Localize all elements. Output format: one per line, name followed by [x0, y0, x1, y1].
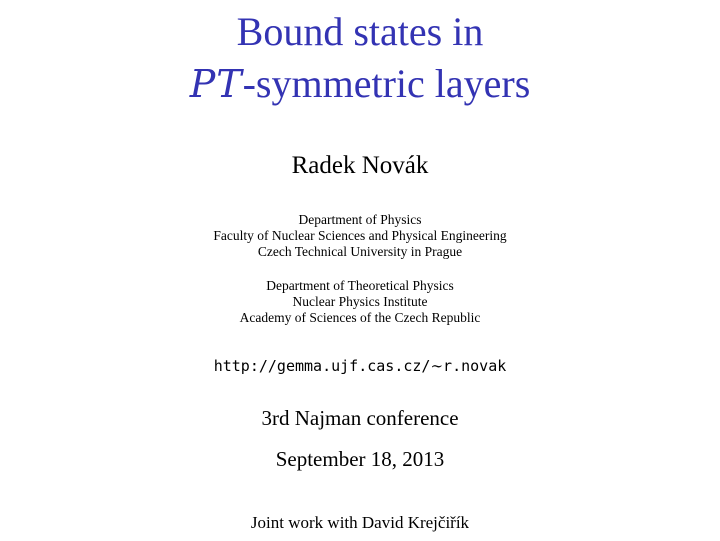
url-suffix: r.novak — [443, 357, 507, 375]
affiliation-1-line-3: Czech Technical University in Prague — [257, 244, 463, 259]
url-prefix: http://gemma.ujf.cas.cz/ — [213, 357, 431, 375]
slide-title-line-1 — [0, 8, 720, 56]
homepage-link[interactable] — [0, 356, 720, 376]
slide-title-line-2 — [0, 60, 720, 108]
title-text-line-1: Bound states in — [236, 9, 484, 54]
affiliation-2-line-3: Academy of Sciences of the Czech Republic — [239, 310, 481, 325]
title-text-line-2: -symmetric layers — [242, 61, 531, 106]
conference-name: 3rd Najman conference — [261, 406, 459, 430]
affiliation-1-line-1: Department of Physics — [298, 212, 422, 227]
author-name: Radek Novák — [291, 152, 429, 179]
url-tilde: ∼ — [430, 357, 444, 375]
joint-work-note: Joint work with David Krejčiřík — [250, 513, 470, 532]
affiliation-2-line-2: Nuclear Physics Institute — [292, 294, 428, 309]
pt-symbol: PT — [189, 62, 243, 106]
conference-date: September 18, 2013 — [275, 447, 445, 471]
affiliation-2-line-1: Department of Theoretical Physics — [266, 278, 454, 293]
affiliation-1-line-2: Faculty of Nuclear Sciences and Physical Engineering — [213, 228, 507, 243]
